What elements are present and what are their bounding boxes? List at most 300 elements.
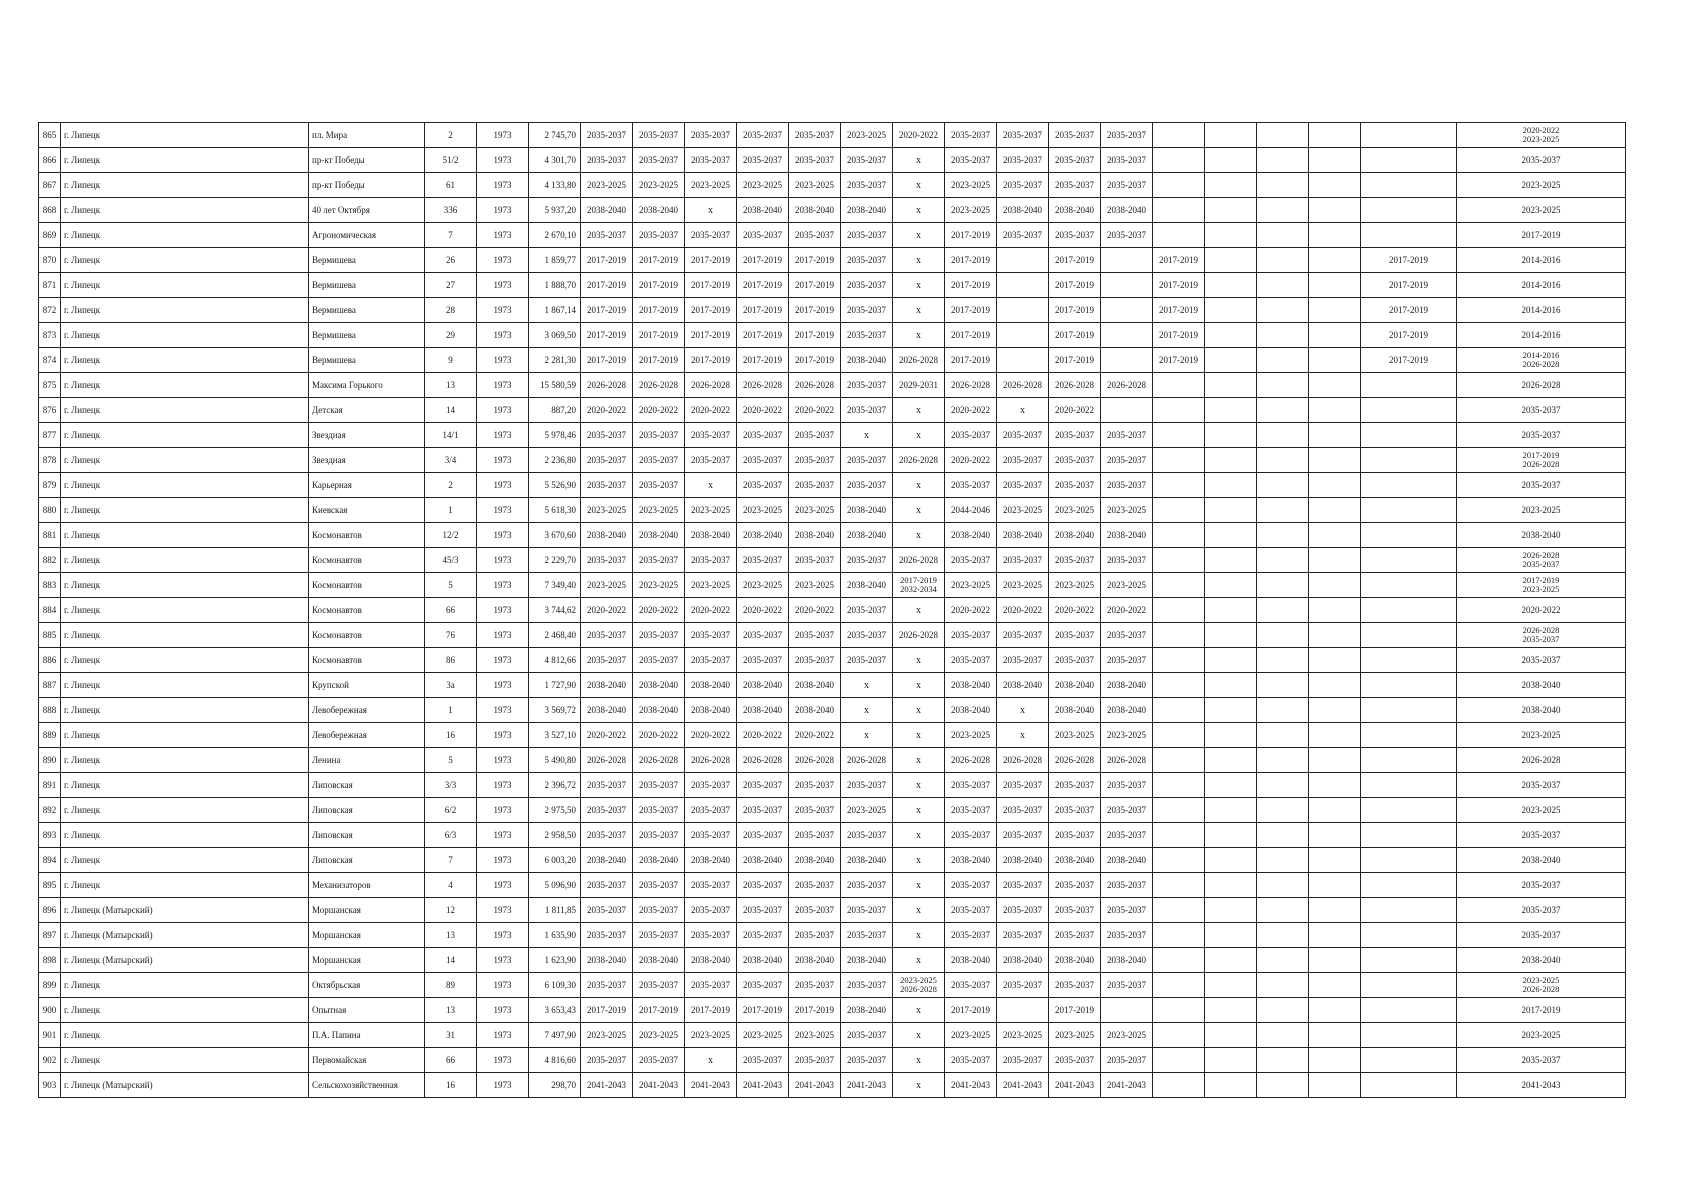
period-cell: 2038-2040 [997,198,1049,223]
period-cell: 2035-2037 [633,148,685,173]
street-cell: Звездная [309,448,425,473]
final-period-cell [1457,973,1626,998]
period-cell: 2026-2028 [893,348,945,373]
period-cell: 2020-2022 [789,398,841,423]
period-cell: 2023-2025 [581,573,633,598]
house-number-cell: 4 [425,873,477,898]
period-cell: 2017-2019 [581,323,633,348]
period-cell [1257,123,1309,148]
period-cell [1153,523,1205,548]
period-cell: 2035-2037 [1101,473,1153,498]
year-cell: 1973 [477,248,529,273]
period-cell: 2035-2037 [581,648,633,673]
table-row [39,173,1626,198]
period-cell: 2038-2040 [841,848,893,873]
period-cell [1205,448,1257,473]
period-cell [1205,873,1257,898]
street-cell: П.А. Папина [309,1023,425,1048]
period-cell: 2035-2037 [841,873,893,898]
row-number-cell: 888 [39,698,61,723]
period-cell: 2035-2037 [1049,898,1101,923]
period-cell: 2038-2040 [581,673,633,698]
period-cell: 2041-2043 [737,1073,789,1098]
city-cell: г. Липецк [61,973,309,998]
period-cell: 2023-2025 [737,1023,789,1048]
period-cell [1309,223,1361,248]
period-cell: 2035-2037 [737,923,789,948]
period-cell: 2023-2025 [945,573,997,598]
year-cell: 1973 [477,298,529,323]
period-cell: 2035-2037 [685,923,737,948]
period-cell: 2035-2037 [685,148,737,173]
period-cell: х [893,498,945,523]
year-cell: 1973 [477,748,529,773]
period-cell: 2035-2037 [685,773,737,798]
period-cell: х [685,1048,737,1073]
period-cell: 2017-2019 [789,323,841,348]
period-cell-line: 2023-2025 [900,975,937,985]
period-cell: х [893,598,945,623]
period-cell [1309,198,1361,223]
row-number-cell: 874 [39,348,61,373]
area-cell: 298,70 [529,1073,581,1098]
period-cell: 2023-2025 [1101,573,1153,598]
period-cell: 2038-2040 [633,848,685,873]
street-cell: Механизаторов [309,873,425,898]
period-cell: 2035-2037 [789,973,841,998]
table-row [39,898,1626,923]
period-cell: 2017-2019 [581,273,633,298]
period-cell: 2035-2037 [1049,173,1101,198]
period-cell [1257,698,1309,723]
period-cell: х [893,148,945,173]
period-cell [1309,573,1361,598]
period-cell [1361,698,1457,723]
period-cell [1309,923,1361,948]
period-cell: 2035-2037 [1101,223,1153,248]
period-cell: х [893,323,945,348]
period-cell: 2038-2040 [997,673,1049,698]
period-cell: 2035-2037 [997,773,1049,798]
period-cell [1205,273,1257,298]
period-cell: 2035-2037 [1101,773,1153,798]
table-row [39,298,1626,323]
year-cell: 1973 [477,398,529,423]
house-number-cell: 66 [425,598,477,623]
period-cell: 2017-2019 [1361,248,1457,273]
period-cell [1153,448,1205,473]
period-cell: 2038-2040 [633,698,685,723]
house-number-cell: 12 [425,898,477,923]
period-cell: 2017-2019 [633,248,685,273]
table-row [39,923,1626,948]
table-row [39,523,1626,548]
period-cell [1153,573,1205,598]
period-cell: 2017-2019 [737,323,789,348]
row-number-cell: 872 [39,298,61,323]
house-number-cell: 86 [425,648,477,673]
period-cell [1205,373,1257,398]
table-row [39,323,1626,348]
area-cell: 3 653,43 [529,998,581,1023]
row-number-cell: 871 [39,273,61,298]
period-cell: 2017-2019 [737,248,789,273]
period-cell: 2035-2037 [633,798,685,823]
table-row [39,223,1626,248]
city-cell: г. Липецк [61,848,309,873]
period-cell [1309,648,1361,673]
period-cell [1309,823,1361,848]
period-cell: 2017-2019 [945,998,997,1023]
period-cell: 2035-2037 [1101,623,1153,648]
city-cell: г. Липецк [61,198,309,223]
period-cell: х [893,523,945,548]
period-cell: 2038-2040 [1101,523,1153,548]
period-cell: 2017-2019 [685,273,737,298]
period-cell: 2038-2040 [841,573,893,598]
period-cell-line: 2026-2028 [900,984,937,994]
period-cell [1257,598,1309,623]
year-cell: 1973 [477,273,529,298]
period-cell: 2023-2025 [1049,573,1101,598]
city-cell: г. Липецк [61,323,309,348]
period-cell [1361,1048,1457,1073]
period-cell [1101,298,1153,323]
period-cell [1257,223,1309,248]
period-cell: 2023-2025 [1049,1023,1101,1048]
final-period-cell [1457,623,1626,648]
period-cell: 2041-2043 [581,1073,633,1098]
period-cell [1361,998,1457,1023]
period-cell [1309,623,1361,648]
area-cell: 2 468,40 [529,623,581,648]
period-cell: х [893,798,945,823]
period-cell [1257,498,1309,523]
period-cell: 2038-2040 [633,198,685,223]
period-cell [1153,123,1205,148]
period-cell: х [893,673,945,698]
final-period-cell: 2035-2037 [1457,473,1626,498]
final-period-cell: 2038-2040 [1457,698,1626,723]
period-cell: 2035-2037 [737,1048,789,1073]
period-cell: 2017-2019 [945,273,997,298]
period-cell: 2023-2025 [997,1023,1049,1048]
city-cell: г. Липецк [61,348,309,373]
period-cell: 2035-2037 [945,1048,997,1073]
table-row [39,348,1626,373]
period-cell: 2017-2019 [1361,298,1457,323]
area-cell: 1 727,90 [529,673,581,698]
period-cell: х [685,473,737,498]
city-cell: г. Липецк [61,823,309,848]
final-period-cell [1457,573,1626,598]
area-cell: 3 670,60 [529,523,581,548]
final-period-cell: 2035-2037 [1457,398,1626,423]
year-cell: 1973 [477,223,529,248]
final-period-cell: 2023-2025 [1457,173,1626,198]
year-cell: 1973 [477,873,529,898]
period-cell: 2035-2037 [633,473,685,498]
period-cell [1257,148,1309,173]
period-cell: 2017-2019 [581,998,633,1023]
period-cell [1309,548,1361,573]
period-cell: 2035-2037 [1049,148,1101,173]
period-cell: 2035-2037 [997,423,1049,448]
city-cell: г. Липецк [61,798,309,823]
period-cell: 2017-2019 [737,273,789,298]
period-cell [1101,348,1153,373]
row-number-cell: 890 [39,748,61,773]
period-cell: 2023-2025 [633,498,685,523]
period-cell: 2035-2037 [1049,623,1101,648]
period-cell: 2035-2037 [789,823,841,848]
period-cell [1257,823,1309,848]
period-cell: 2020-2022 [685,398,737,423]
period-cell [1309,673,1361,698]
period-cell [1257,373,1309,398]
period-cell: 2038-2040 [633,673,685,698]
year-cell: 1973 [477,798,529,823]
street-cell: Левобережная [309,723,425,748]
period-cell: 2038-2040 [737,948,789,973]
period-cell: 2017-2019 [581,298,633,323]
period-cell: х [997,398,1049,423]
period-cell: 2017-2019 [685,323,737,348]
period-cell [1361,623,1457,648]
period-cell [1101,273,1153,298]
period-cell: 2020-2022 [945,398,997,423]
period-cell [1257,673,1309,698]
period-cell [1153,598,1205,623]
row-number-cell: 893 [39,823,61,848]
house-number-cell: 14 [425,398,477,423]
house-number-cell: 28 [425,298,477,323]
year-cell: 1973 [477,348,529,373]
period-cell: 2035-2037 [1049,648,1101,673]
period-cell: 2035-2037 [685,648,737,673]
period-cell [1153,873,1205,898]
city-cell: г. Липецк [61,398,309,423]
period-cell: 2017-2019 [1361,273,1457,298]
period-cell: 2020-2022 [1049,398,1101,423]
year-cell: 1973 [477,898,529,923]
period-cell [1361,648,1457,673]
period-cell [1257,1023,1309,1048]
period-cell [1205,698,1257,723]
final-period-cell: 2014-2016 [1457,248,1626,273]
period-cell [1309,848,1361,873]
period-cell [1309,898,1361,923]
final-period-cell: 2026-2028 [1457,373,1626,398]
period-cell: 2038-2040 [945,673,997,698]
period-cell [1153,723,1205,748]
period-cell: 2035-2037 [581,448,633,473]
period-cell: 2035-2037 [997,148,1049,173]
period-cell [1361,448,1457,473]
period-cell: 2035-2037 [945,423,997,448]
period-cell: 2035-2037 [581,473,633,498]
period-cell: 2035-2037 [633,423,685,448]
period-cell: 2026-2028 [893,623,945,648]
period-cell: 2035-2037 [1101,423,1153,448]
house-number-cell: 6/3 [425,823,477,848]
city-cell: г. Липецк [61,1048,309,1073]
period-cell: 2023-2025 [789,573,841,598]
period-cell: 2026-2028 [685,748,737,773]
period-cell [1153,1073,1205,1098]
period-cell: 2026-2028 [1049,748,1101,773]
street-cell: Космонавтов [309,623,425,648]
area-cell: 5 618,30 [529,498,581,523]
table-row [39,273,1626,298]
period-cell: 2035-2037 [633,623,685,648]
period-cell [1361,923,1457,948]
period-cell: 2035-2037 [841,1048,893,1073]
period-cell [1257,298,1309,323]
period-cell [1257,623,1309,648]
period-cell [1101,398,1153,423]
period-cell: 2041-2043 [685,1073,737,1098]
period-cell: 2023-2025 [789,1023,841,1048]
period-cell: 2038-2040 [841,498,893,523]
period-cell: 2020-2022 [945,448,997,473]
final-period-cell: 2023-2025 [1457,723,1626,748]
row-number-cell: 884 [39,598,61,623]
period-cell: 2035-2037 [841,398,893,423]
period-cell [1309,998,1361,1023]
period-cell: 2035-2037 [685,448,737,473]
period-cell [1205,848,1257,873]
row-number-cell: 903 [39,1073,61,1098]
row-number-cell: 885 [39,623,61,648]
street-cell: Космонавтов [309,598,425,623]
period-cell: х [893,248,945,273]
period-cell: 2023-2025 [945,198,997,223]
period-cell: 2035-2037 [841,548,893,573]
period-cell: 2020-2022 [997,598,1049,623]
period-cell: 2035-2037 [997,223,1049,248]
period-cell: 2038-2040 [945,523,997,548]
period-cell: 2044-2046 [945,498,997,523]
period-cell: 2035-2037 [1101,973,1153,998]
period-cell: 2023-2025 [737,573,789,598]
row-number-cell: 897 [39,923,61,948]
house-number-cell: 9 [425,348,477,373]
period-cell: 2017-2019 [1049,248,1101,273]
city-cell: г. Липецк [61,523,309,548]
period-cell: 2023-2025 [685,573,737,598]
year-cell: 1973 [477,723,529,748]
period-cell: 2035-2037 [1101,648,1153,673]
final-period-cell-line: 2023-2025 [1522,584,1560,594]
period-cell [1257,873,1309,898]
period-cell [1153,648,1205,673]
period-cell: 2038-2040 [737,698,789,723]
period-cell: 2035-2037 [841,823,893,848]
table-row [39,398,1626,423]
period-cell: 2017-2019 [633,998,685,1023]
period-cell: 2026-2028 [1101,373,1153,398]
period-cell: 2041-2043 [945,1073,997,1098]
period-cell: 2038-2040 [685,673,737,698]
period-cell: 2017-2019 [1153,248,1205,273]
row-number-cell: 881 [39,523,61,548]
city-cell: г. Липецк [61,698,309,723]
final-period-cell [1457,123,1626,148]
period-cell: 2035-2037 [1101,148,1153,173]
street-cell: Звездная [309,423,425,448]
period-cell [1361,373,1457,398]
house-number-cell: 3/3 [425,773,477,798]
period-cell: 2023-2025 [685,498,737,523]
period-cell: 2017-2019 [789,998,841,1023]
table-row [39,698,1626,723]
period-cell [1361,598,1457,623]
period-cell: 2035-2037 [945,548,997,573]
period-cell: 2035-2037 [841,448,893,473]
period-cell: 2023-2025 [1049,498,1101,523]
table-row [39,723,1626,748]
street-cell: Космонавтов [309,648,425,673]
city-cell: г. Липецк [61,148,309,173]
final-period-cell-line: 2026-2028 [1522,459,1560,469]
row-number-cell: 887 [39,673,61,698]
house-number-cell: 14/1 [425,423,477,448]
register-table-page [38,122,1626,1098]
year-cell: 1973 [477,948,529,973]
year-cell: 1973 [477,973,529,998]
area-cell: 2 975,50 [529,798,581,823]
city-cell: г. Липецк [61,998,309,1023]
period-cell: 2035-2037 [737,548,789,573]
period-cell: х [893,773,945,798]
period-cell [997,248,1049,273]
period-cell [1309,273,1361,298]
period-cell: 2020-2022 [581,398,633,423]
period-cell [1257,398,1309,423]
period-cell: 2023-2025 [1101,723,1153,748]
city-cell: г. Липецк [61,548,309,573]
period-cell: 2035-2037 [997,923,1049,948]
period-cell [1153,673,1205,698]
period-cell: 2035-2037 [1101,123,1153,148]
period-cell [1205,923,1257,948]
street-cell: Сельскохозяйственная [309,1073,425,1098]
street-cell: Вермишева [309,348,425,373]
period-cell: 2023-2025 [1101,1023,1153,1048]
area-cell: 887,20 [529,398,581,423]
street-cell: Вермишева [309,273,425,298]
period-cell [1361,1023,1457,1048]
period-cell: 2035-2037 [841,173,893,198]
period-cell [1309,798,1361,823]
table-row [39,598,1626,623]
period-cell [1153,698,1205,723]
street-cell: Киевская [309,498,425,523]
period-cell [1361,573,1457,598]
period-cell: 2026-2028 [789,748,841,773]
area-cell: 1 867,14 [529,298,581,323]
city-cell: г. Липецк [61,1023,309,1048]
period-cell: 2020-2022 [685,723,737,748]
period-cell: 2035-2037 [581,873,633,898]
period-cell: 2035-2037 [737,123,789,148]
period-cell: 2017-2019 [1153,273,1205,298]
street-cell: 40 лет Октября [309,198,425,223]
house-number-cell: 89 [425,973,477,998]
house-number-cell: 16 [425,1073,477,1098]
period-cell: 2038-2040 [789,198,841,223]
